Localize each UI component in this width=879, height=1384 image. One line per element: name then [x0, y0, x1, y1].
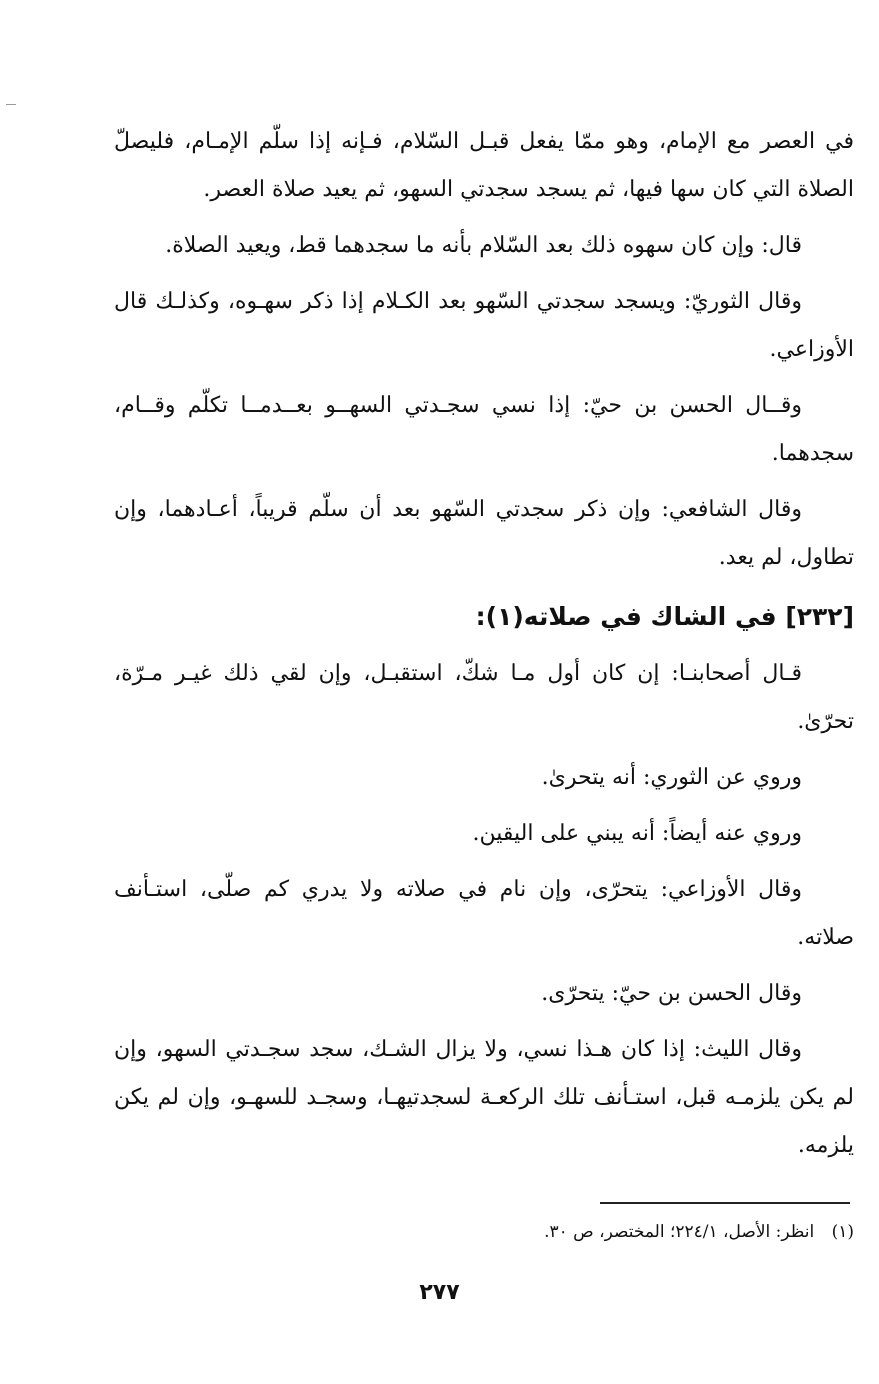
paragraph-11: وقال الليث: إذا كان هـذا نسي، ولا يزال الشـك، سجد سجـدتي السهو، وإن لم يكن يلزمـه قبل، استـأنف تلك الركعـة لسجدتيهـا، وسجـد للسهـو، وإن لم يكن يلزمه. — [114, 1037, 854, 1158]
paragraph-4: وقــال الحسن بن حيّ: إذا نسي سجـدتي السهــو بعــدمــا تكلّم وقــام، سجدهما. — [114, 393, 854, 466]
footnote — [114, 1216, 854, 1248]
paragraph-1: في العصر مع الإمام، وهو ممّا يفعل قبـل السّلام، فـإنه إذا سلّم الإمـام، فليصلّ الصلاة التي كان سها فيها، ثم يسجد سجدتي السهو، ثم يعيد صلاة العصر. — [114, 129, 854, 202]
paragraph-7: وروي عن الثوري: أنه يتحرىٰ. — [541, 765, 802, 790]
footnote-number: (١) — [831, 1222, 854, 1242]
page-number: ٢٧٧ — [419, 1280, 460, 1305]
scan-mark — [6, 104, 16, 105]
paragraph-10: وقال الحسن بن حيّ: يتحرّى. — [541, 981, 802, 1006]
section-heading — [114, 590, 854, 644]
paragraph-6: قـال أصحابنـا: إن كان أول مـا شكّ، استقبـل، وإن لقي ذلك غيـر مـرّة، تحرّىٰ. — [114, 661, 854, 734]
footnote-divider — [600, 1202, 850, 1204]
footnote-text: انظر: الأصل، ٢٢٤/١؛ المختصر، ص ٣٠. — [544, 1222, 815, 1242]
page-body — [114, 118, 854, 1178]
section-title: في الشاك في صلاته — [523, 602, 777, 631]
paragraph-2: قال: وإن كان سهوه ذلك بعد السّلام بأنه ما سجدهما قط، ويعيد الصلاة. — [165, 233, 802, 258]
section-number: [٢٣٢] — [785, 602, 854, 631]
paragraph-9: وقال الأوزاعي: يتحرّى، وإن نام في صلاته ولا يدري كم صلّى، استـأنف صلاته. — [114, 877, 854, 950]
paragraph-3: وقال الثوريّ: ويسجد سجدتي السّهو بعد الكـلام إذا ذكر سهـوه، وكذلـك قال الأوزاعي. — [114, 289, 854, 362]
footnote-reference[interactable]: (١) — [485, 602, 524, 631]
paragraph-5: وقال الشافعي: وإن ذكر سجدتي السّهو بعد أن سلّم قريباً، أعـادهما، وإن تطاول، لم يعد. — [114, 497, 854, 570]
paragraph-8: وروي عنه أيضاً: أنه يبني على اليقين. — [472, 821, 802, 846]
heading-suffix: : — [475, 602, 486, 631]
